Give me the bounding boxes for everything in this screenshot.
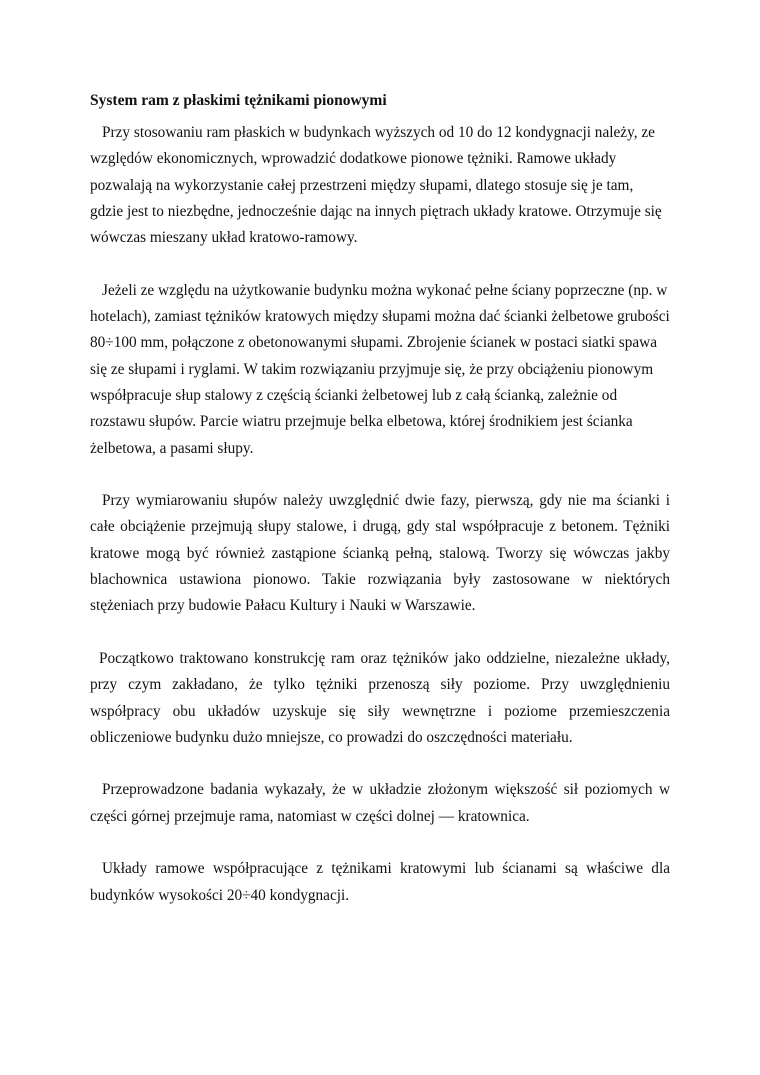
document-page: [90, 88, 670, 909]
paragraph-badania: Przeprowadzone badania wykazały, że w układzie złożonym większość sił poziomych w części górnej przejmuje rama, natomiast w części dolnej — kratownica.: [90, 781, 670, 825]
paragraph-ekonomia-tezniki: Przy stosowaniu ram płaskich w budynkach wyższych od 10 do 12 kondygnacji należy, ze względów ekonomicznych, wprowadzić dodatkowe pionowe tężniki. Ramowe układy pozwalają na wykorzystanie całej przestrzeni między słupami, dlatego stosuje się je tam, gdzie jest to niezbędne, jednocześnie dając na innych piętrach układy kratowe. Otrzymuje się wówczas mieszany układ kratowo-ramowy.: [90, 124, 662, 247]
paragraph-scianki-zelbetowe: Jeżeli ze względu na użytkowanie budynku można wykonać pełne ściany poprzeczne (np. w hotelach), zamiast tężników kratowych między słupami można dać ścianki żelbetowe grubości 80÷100 mm, połączone z obetonowanymi słupami. Zbrojenie ścianek w postaci siatki spawa się ze słupami i ryglami. W takim rozwiązaniu przyjmuje się, że przy obciążeniu pionowym współpracuje słup stalowy z częścią ścianki żelbetowej lub z całą ścianką, zależnie od rozstawu słupów. Parcie wiatru przejmuje belka elbetowa, której środnikiem jest ścianka żelbetowa, a pasami słupy.: [90, 281, 670, 457]
paragraph-wymiarowanie-slupow: Przy wymiarowaniu słupów należy uwzględnić dwie fazy, pierwszą, gdy nie ma ścianki i całe obciążenie przejmują słupy stalowe, i drugą, gdy stal współpracuje z betonem. Tężniki kratowe mogą być również zastąpione ścianką pełną, stalową. Tworzy się wówczas jakby blachownica ustawiona pionowo. Takie rozwiązania były zastosowane w niektórych stężeniach przy budowie Pałacu Kultury i Nauki w Warszawie.: [90, 492, 670, 615]
paragraph-uklady-ramowe: Układy ramowe współpracujące z tężnikami kratowymi lub ścianami są właściwe dla budynków wysokości 20÷40 kondygnacji.: [90, 860, 670, 904]
paragraph-wspolpraca-ukladow: Początkowo traktowano konstrukcję ram oraz tężników jako oddzielne, niezależne układy, przy czym zakładano, że tylko tężniki przenoszą siły poziome. Przy uwzględnieniu współpracy obu układów uzyskuje się siły wewnętrzne i poziome przemieszczenia obliczeniowe budynku dużo mniejsze, co prowadzi do oszczędności materiału.: [90, 649, 670, 746]
document-title: System ram z płaskimi tężnikami pionowymi: [90, 92, 387, 109]
